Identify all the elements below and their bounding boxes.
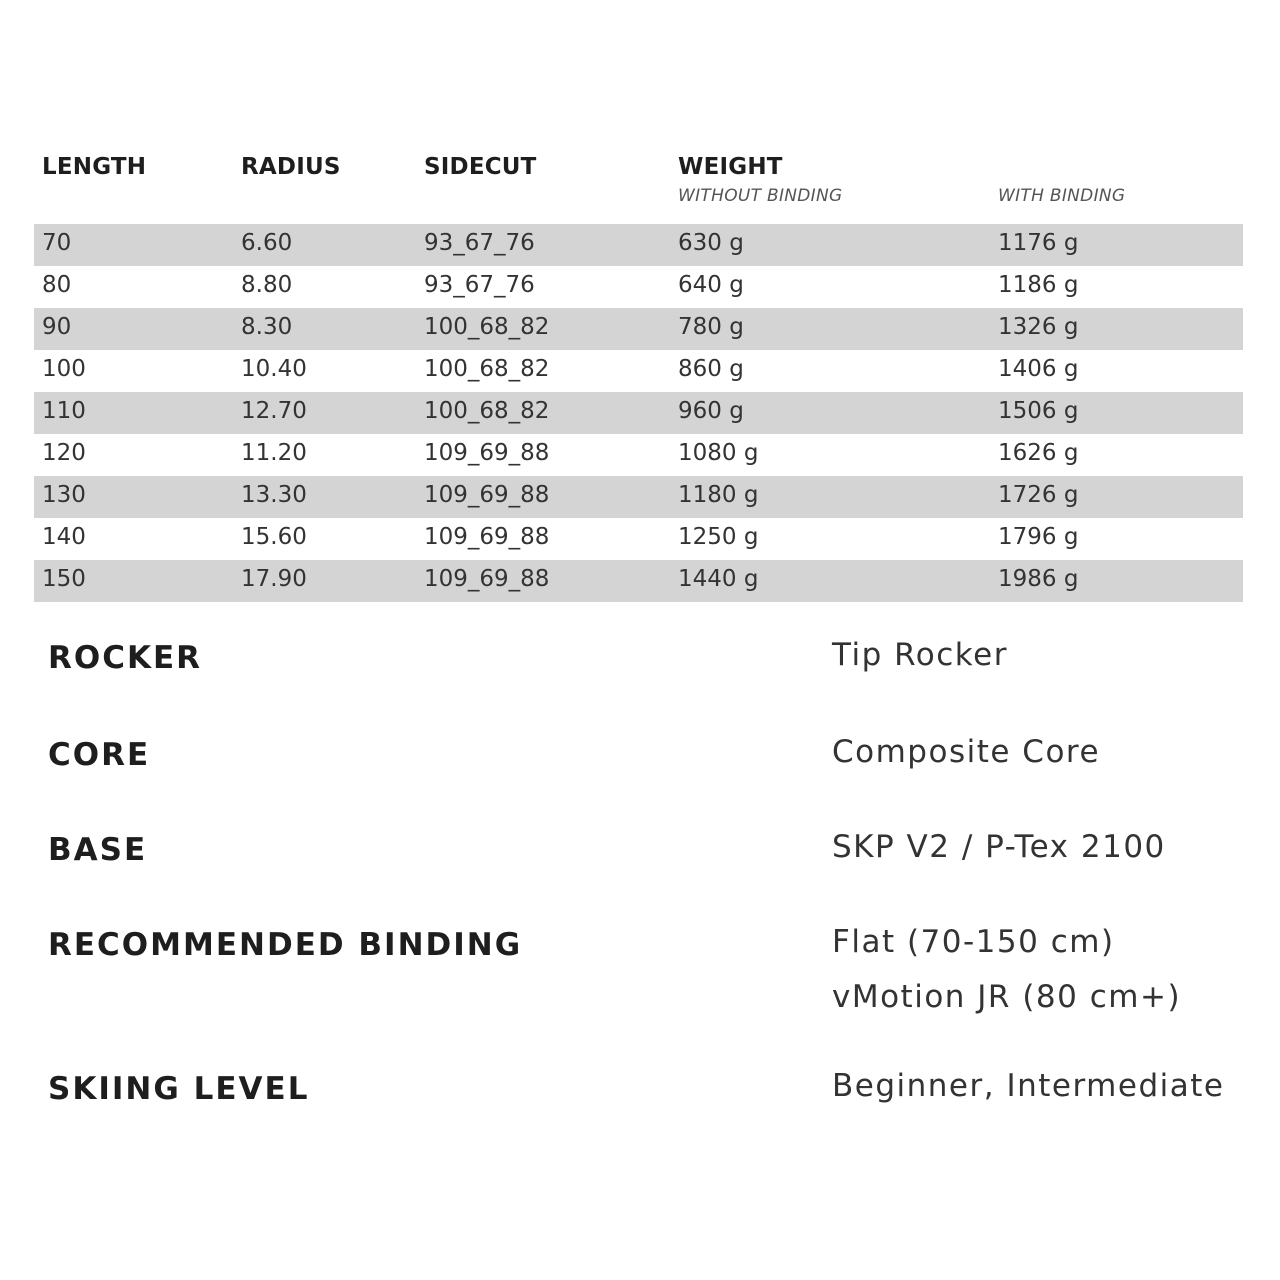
table-header	[34, 150, 1243, 224]
header-sidecut: SIDECUT	[424, 154, 537, 180]
length-cell: 80	[42, 272, 72, 298]
sidecut-cell: 109_69_88	[424, 524, 550, 550]
recommended-binding-value-flat: Flat (70-150 cm)	[832, 924, 1115, 960]
header-without-binding: WITHOUT BINDING	[678, 186, 843, 206]
weight-without-binding-cell: 630 g	[678, 230, 744, 256]
skiing-level-label: SKIING LEVEL	[48, 1071, 310, 1107]
weight-with-binding-cell: 1726 g	[998, 482, 1079, 508]
sidecut-cell: 100_68_82	[424, 398, 550, 424]
sidecut-cell: 100_68_82	[424, 356, 550, 382]
table-row	[34, 434, 1243, 476]
length-cell: 140	[42, 524, 86, 550]
weight-with-binding-cell: 1326 g	[998, 314, 1079, 340]
radius-cell: 15.60	[241, 524, 307, 550]
rocker-value: Tip Rocker	[832, 637, 1008, 673]
weight-with-binding-cell: 1506 g	[998, 398, 1079, 424]
spec-table	[34, 150, 1243, 602]
table-row	[34, 518, 1243, 560]
rocker-label: ROCKER	[48, 640, 203, 676]
header-radius: RADIUS	[241, 154, 341, 180]
weight-with-binding-cell: 1986 g	[998, 566, 1079, 592]
weight-with-binding-cell: 1406 g	[998, 356, 1079, 382]
table-body	[34, 224, 1243, 602]
table-row	[34, 476, 1243, 518]
radius-cell: 6.60	[241, 230, 293, 256]
table-row	[34, 392, 1243, 434]
weight-without-binding-cell: 640 g	[678, 272, 744, 298]
core-label: CORE	[48, 737, 151, 773]
length-cell: 150	[42, 566, 86, 592]
length-cell: 90	[42, 314, 72, 340]
weight-without-binding-cell: 780 g	[678, 314, 744, 340]
table-row	[34, 266, 1243, 308]
length-cell: 70	[42, 230, 72, 256]
radius-cell: 10.40	[241, 356, 307, 382]
table-row	[34, 308, 1243, 350]
sidecut-cell: 93_67_76	[424, 230, 535, 256]
radius-cell: 13.30	[241, 482, 307, 508]
radius-cell: 12.70	[241, 398, 307, 424]
weight-without-binding-cell: 1250 g	[678, 524, 759, 550]
weight-with-binding-cell: 1176 g	[998, 230, 1079, 256]
sidecut-cell: 100_68_82	[424, 314, 550, 340]
sidecut-cell: 93_67_76	[424, 272, 535, 298]
weight-with-binding-cell: 1796 g	[998, 524, 1079, 550]
skiing-level-value: Beginner, Intermediate	[832, 1068, 1225, 1104]
sidecut-cell: 109_69_88	[424, 440, 550, 466]
weight-without-binding-cell: 1180 g	[678, 482, 759, 508]
length-cell: 110	[42, 398, 86, 424]
radius-cell: 11.20	[241, 440, 307, 466]
table-row	[34, 560, 1243, 602]
core-value: Composite Core	[832, 734, 1101, 770]
weight-without-binding-cell: 860 g	[678, 356, 744, 382]
header-length: LENGTH	[42, 154, 147, 180]
header-with-binding: WITH BINDING	[998, 186, 1126, 206]
weight-without-binding-cell: 960 g	[678, 398, 744, 424]
radius-cell: 8.30	[241, 314, 293, 340]
length-cell: 100	[42, 356, 86, 382]
table-row	[34, 224, 1243, 266]
base-value: SKP V2 / P-Tex 2100	[832, 829, 1166, 865]
recommended-binding-label: RECOMMENDED BINDING	[48, 927, 523, 963]
weight-with-binding-cell: 1186 g	[998, 272, 1079, 298]
header-weight: WEIGHT	[678, 154, 783, 180]
weight-without-binding-cell: 1080 g	[678, 440, 759, 466]
table-row	[34, 350, 1243, 392]
weight-with-binding-cell: 1626 g	[998, 440, 1079, 466]
recommended-binding-value-vmotion: vMotion JR (80 cm+)	[832, 979, 1182, 1015]
sidecut-cell: 109_69_88	[424, 566, 550, 592]
radius-cell: 8.80	[241, 272, 293, 298]
weight-without-binding-cell: 1440 g	[678, 566, 759, 592]
length-cell: 130	[42, 482, 86, 508]
sidecut-cell: 109_69_88	[424, 482, 550, 508]
base-label: BASE	[48, 832, 148, 868]
radius-cell: 17.90	[241, 566, 307, 592]
length-cell: 120	[42, 440, 86, 466]
